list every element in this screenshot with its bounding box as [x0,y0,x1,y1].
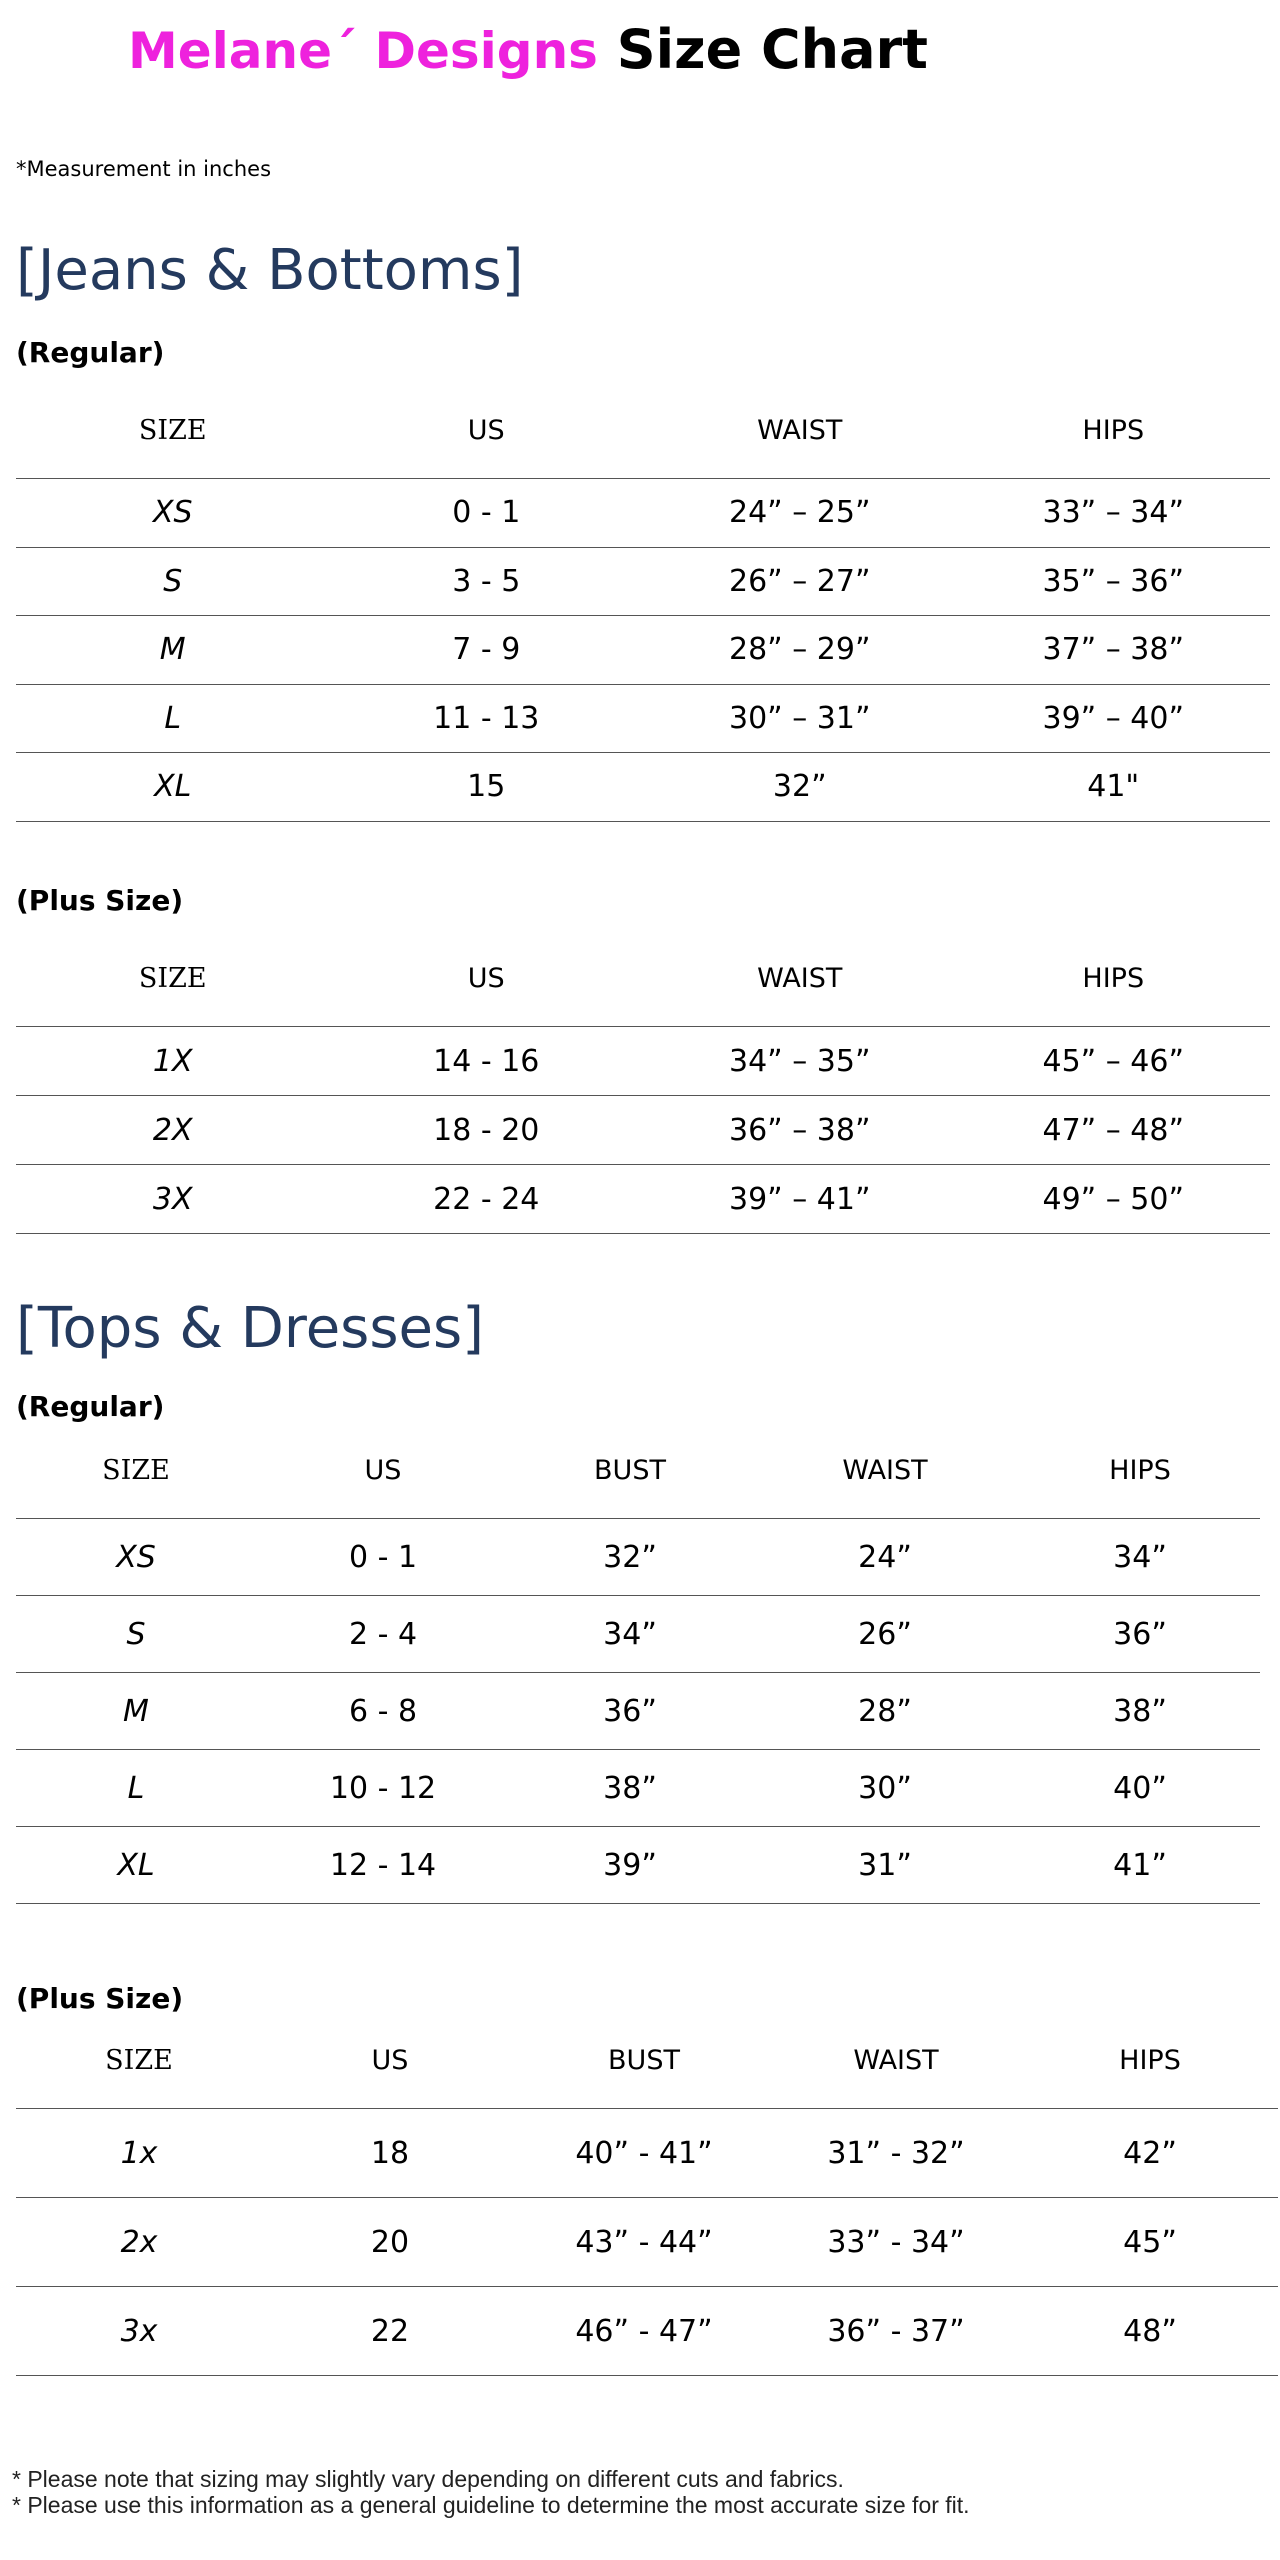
size-cell: 3X [16,1165,330,1234]
size-cell: 1X [16,1027,330,1096]
tops-plus-header-row [16,2012,1278,2109]
column-header: SIZE [16,930,330,1027]
measurement-cell: 36” [1020,1596,1260,1673]
column-header: US [256,1422,510,1519]
column-header: US [330,930,644,1027]
measurement-cell: 22 - 24 [330,1165,644,1234]
measurement-cell: 32” [643,753,957,822]
column-header: HIPS [1022,2012,1278,2109]
footer-note-2: * Please use this information as a general guideline to determine the most accurate size for fit. [12,2492,970,2518]
bottoms-heading: [Jeans & Bottoms] [16,238,524,303]
column-header: WAIST [643,930,957,1027]
measurement-cell: 24” [750,1519,1020,1596]
size-cell: L [16,1750,256,1827]
bottoms-plus-header-row [16,930,1270,1027]
size-cell: XS [16,479,330,548]
tops-regular-header-row [16,1422,1260,1519]
bottoms-regular-table [16,382,1270,822]
size-cell: XL [16,753,330,822]
measurement-cell: 10 - 12 [256,1750,510,1827]
measurement-cell: 18 [262,2109,518,2198]
measurement-cell: 34” – 35” [643,1027,957,1096]
size-cell: XL [16,1827,256,1904]
table-row [16,1827,1260,1904]
tops-regular-label: (Regular) [16,1390,165,1423]
column-header: SIZE [16,1422,256,1519]
measurement-cell: 36” – 38” [643,1096,957,1165]
column-header: HIPS [1020,1422,1260,1519]
tops-heading: [Tops & Dresses] [16,1296,484,1361]
measurement-cell: 43” - 44” [518,2198,770,2287]
brand-name: Melane´ Designs [128,22,598,80]
measurement-cell: 45” – 46” [957,1027,1271,1096]
measurement-cell: 39” [510,1827,750,1904]
column-header: US [330,382,644,479]
measurement-cell: 22 [262,2287,518,2376]
measurement-cell: 40” - 41” [518,2109,770,2198]
measurement-cell: 39” – 40” [957,684,1271,753]
size-cell: 2x [16,2198,262,2287]
table-row [16,547,1270,616]
measurement-cell: 24” – 25” [643,479,957,548]
measurement-cell: 30” – 31” [643,684,957,753]
measurement-cell: 45” [1022,2198,1278,2287]
measurement-cell: 35” – 36” [957,547,1271,616]
column-header: HIPS [957,930,1271,1027]
bottoms-plus-label: (Plus Size) [16,884,184,917]
bottoms-plus-table [16,930,1270,1234]
measurement-note: *Measurement in inches [16,157,272,181]
column-header: WAIST [643,382,957,479]
footer-note-1: * Please note that sizing may slightly vary depending on different cuts and fabrics. [12,2466,844,2492]
measurement-cell: 7 - 9 [330,616,644,685]
measurement-cell: 14 - 16 [330,1027,644,1096]
measurement-cell: 34” [1020,1519,1260,1596]
measurement-cell: 6 - 8 [256,1673,510,1750]
table-row [16,2109,1278,2198]
table-row [16,2287,1278,2376]
size-cell: S [16,547,330,616]
table-row [16,753,1270,822]
measurement-cell: 36” - 37” [770,2287,1022,2376]
measurement-cell: 34” [510,1596,750,1673]
measurement-cell: 41” [1020,1827,1260,1904]
measurement-cell: 31” - 32” [770,2109,1022,2198]
table-row [16,616,1270,685]
measurement-cell: 38” [510,1750,750,1827]
measurement-cell: 20 [262,2198,518,2287]
table-row [16,684,1270,753]
size-cell: L [16,684,330,753]
measurement-cell: 33” - 34” [770,2198,1022,2287]
table-row [16,1596,1260,1673]
measurement-cell: 39” – 41” [643,1165,957,1234]
page-title [128,18,928,81]
table-row [16,1096,1270,1165]
size-cell: 2X [16,1096,330,1165]
size-cell: M [16,1673,256,1750]
measurement-cell: 28” [750,1673,1020,1750]
table-row [16,479,1270,548]
size-cell: M [16,616,330,685]
size-cell: 3x [16,2287,262,2376]
measurement-cell: 28” – 29” [643,616,957,685]
measurement-cell: 18 - 20 [330,1096,644,1165]
size-cell: S [16,1596,256,1673]
column-header: SIZE [16,382,330,479]
table-row [16,1519,1260,1596]
column-header: BUST [518,2012,770,2109]
measurement-cell: 42” [1022,2109,1278,2198]
title-text: Size Chart [616,18,928,81]
size-cell: 1x [16,2109,262,2198]
bottoms-regular-header-row [16,382,1270,479]
measurement-cell: 48” [1022,2287,1278,2376]
column-header: HIPS [957,382,1271,479]
measurement-cell: 36” [510,1673,750,1750]
table-row [16,1027,1270,1096]
measurement-cell: 12 - 14 [256,1827,510,1904]
column-header: SIZE [16,2012,262,2109]
measurement-cell: 3 - 5 [330,547,644,616]
measurement-cell: 40” [1020,1750,1260,1827]
measurement-cell: 47” – 48” [957,1096,1271,1165]
table-row [16,2198,1278,2287]
measurement-cell: 37” – 38” [957,616,1271,685]
measurement-cell: 38” [1020,1673,1260,1750]
table-row [16,1750,1260,1827]
tops-plus-label: (Plus Size) [16,1982,184,2015]
measurement-cell: 32” [510,1519,750,1596]
column-header: US [262,2012,518,2109]
table-row [16,1673,1260,1750]
measurement-cell: 33” – 34” [957,479,1271,548]
measurement-cell: 15 [330,753,644,822]
column-header: WAIST [750,1422,1020,1519]
size-cell: XS [16,1519,256,1596]
measurement-cell: 49” – 50” [957,1165,1271,1234]
measurement-cell: 30” [750,1750,1020,1827]
measurement-cell: 31” [750,1827,1020,1904]
column-header: BUST [510,1422,750,1519]
table-row [16,1165,1270,1234]
measurement-cell: 41" [957,753,1271,822]
column-header: WAIST [770,2012,1022,2109]
measurement-cell: 26” – 27” [643,547,957,616]
measurement-cell: 0 - 1 [330,479,644,548]
measurement-cell: 26” [750,1596,1020,1673]
tops-plus-table [16,2012,1278,2376]
measurement-cell: 0 - 1 [256,1519,510,1596]
measurement-cell: 2 - 4 [256,1596,510,1673]
measurement-cell: 46” - 47” [518,2287,770,2376]
measurement-cell: 11 - 13 [330,684,644,753]
bottoms-regular-label: (Regular) [16,336,165,369]
tops-regular-table [16,1422,1260,1904]
